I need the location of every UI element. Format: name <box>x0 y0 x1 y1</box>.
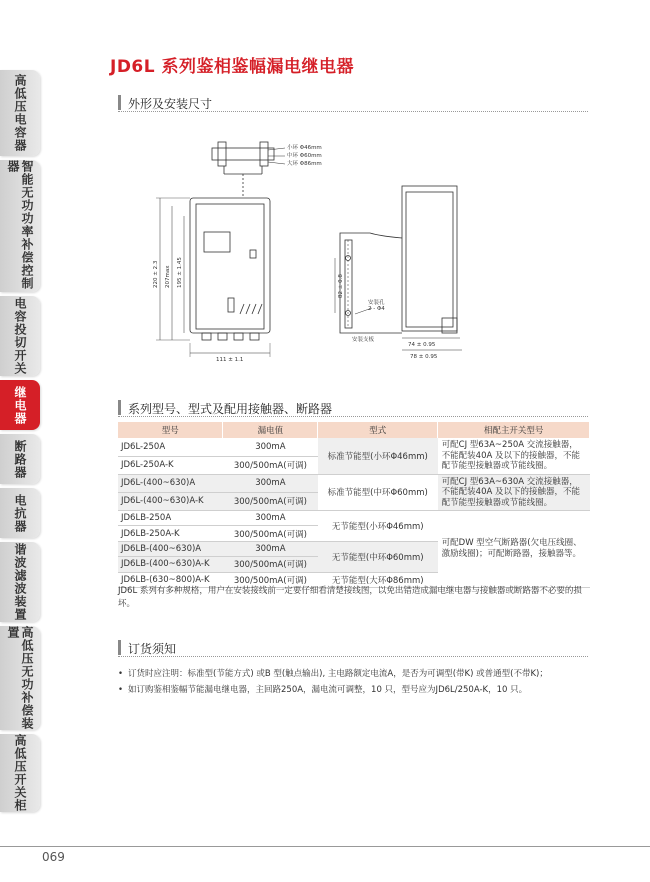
page-number: 069 <box>42 850 65 864</box>
section-bar <box>118 640 121 655</box>
switch-cell: 可配CJ 型63A~250A 交流接触器，不能配装40A 及以下的接触器，不能配节能型接触器或节能线圈。 <box>438 438 590 474</box>
leak-cell: 300mA <box>223 541 318 556</box>
order-notes <box>118 666 598 698</box>
table-row <box>118 511 590 526</box>
ring-small-label: 小环 Φ46mm <box>287 145 322 151</box>
section-label: 订货须知 <box>128 642 177 656</box>
col-leak: 漏电值 <box>223 422 318 438</box>
mount-plate-label: 安装支板 <box>352 337 375 343</box>
col-type: 型式 <box>318 422 438 438</box>
model-cell: JD6L-(400~630)A-K <box>118 492 223 510</box>
order-note-item: • 订货时应注明：标准型(节能方式) 或B 型(触点输出), 主电路额定电流A，是否为可调型(带K) 或普通型(不带K)； <box>118 666 598 682</box>
ring-mid-label: 中环 Φ60mm <box>287 153 322 159</box>
side-tab-label: 电抗器 <box>13 493 27 533</box>
model-cell: JD6LB-(400~630)A-K <box>118 557 223 572</box>
leak-cell: 300/500mA(可调) <box>223 526 318 541</box>
side-tab-label: 断路器 <box>13 439 27 479</box>
model-cell: JD6L-(400~630)A <box>118 474 223 492</box>
section-bar <box>118 400 121 415</box>
model-cell: JD6LB-250A <box>118 511 223 526</box>
side-tab-filter[interactable] <box>0 542 40 622</box>
type-cell: 无节能型(大环Φ86mm) <box>318 572 438 587</box>
mount-hole-size-label: 2 - Φ4 <box>368 306 385 312</box>
leak-cell: 300mA <box>223 511 318 526</box>
dim-195-label: 195 ± 1.45 <box>177 257 183 288</box>
side-tab-label: 谐波滤波装置 <box>13 543 27 621</box>
type-cell: 标准节能型(小环Φ46mm) <box>318 438 438 474</box>
dim-220-label: 220 ± 2.3 <box>153 260 159 288</box>
section-bar <box>118 95 121 110</box>
side-tab-compensation[interactable] <box>0 626 40 730</box>
leak-cell: 300/500mA(可调) <box>223 456 318 474</box>
type-cell: 标准节能型(中环Φ60mm) <box>318 474 438 511</box>
wiring-note: JD6L 系列有多种规格，用户在安装接线前一定要仔细看清楚接线图，以免出错造成漏电继电器与接触器或断路器不必要的损坏。 <box>118 586 582 609</box>
leak-cell: 300/500mA(可调) <box>223 572 318 587</box>
model-cell: JD6LB-(400~630)A <box>118 541 223 556</box>
footer-divider <box>0 846 650 847</box>
side-tab-label: 智能无功功率补偿控制器 <box>6 160 34 290</box>
switch-cell: 可配CJ 型63A~630A 交流接触器，不能配装40A 及以下的接触器，不能配节能型接触器或节能线圈。 <box>438 474 590 511</box>
side-tab-switchgear[interactable] <box>0 734 40 812</box>
dimension-drawing <box>140 128 480 368</box>
section-label: 系列型号、型式及配用接触器、断路器 <box>128 402 333 416</box>
side-tab-label: 高低压电容器 <box>13 74 27 152</box>
table-row <box>118 474 590 492</box>
side-tab-reactor[interactable] <box>0 488 40 538</box>
col-switch: 相配主开关型号 <box>438 422 590 438</box>
section-order-header <box>118 640 588 657</box>
side-tab-label: 电容投切开关 <box>13 297 27 375</box>
model-cell: JD6LB-250A-K <box>118 526 223 541</box>
page-title: JD6L 系列鉴相鉴幅漏电继电器 <box>110 57 355 77</box>
section-label: 外形及安装尺寸 <box>128 97 213 111</box>
leak-cell: 300/500mA(可调) <box>223 557 318 572</box>
side-tab-label: 高低压无功补偿装置 <box>6 626 34 730</box>
side-tab-switch[interactable] <box>0 296 40 376</box>
mount-hole-label: 安装孔 <box>368 300 385 306</box>
dim-207-label: 207max <box>165 265 171 288</box>
ring-big-label: 大环 Φ86mm <box>287 161 322 167</box>
side-tab-label: 高低压开关柜 <box>13 734 27 812</box>
model-cell: JD6L-250A-K <box>118 456 223 474</box>
dim-74-label: 74 ± 0.95 <box>408 342 436 348</box>
leak-cell: 300mA <box>223 474 318 492</box>
table-row <box>118 438 590 456</box>
side-tab-controller[interactable] <box>0 160 40 292</box>
leak-cell: 300/500mA(可调) <box>223 492 318 510</box>
type-cell: 无节能型(中环Φ60mm) <box>318 541 438 572</box>
model-cell: JD6LB-(630~800)A-K <box>118 572 223 587</box>
section-dimensions-header <box>118 95 588 112</box>
model-spec-table <box>118 422 590 588</box>
side-tab-capacitor[interactable] <box>0 70 40 156</box>
col-model: 型号 <box>118 422 223 438</box>
side-tab-label: 继电器 <box>13 385 27 425</box>
table-header-row <box>118 422 590 438</box>
side-tab-relay[interactable] <box>0 380 40 430</box>
dim-111-label: 111 ± 1.1 <box>216 357 244 363</box>
section-models-header <box>118 400 588 417</box>
leak-cell: 300mA <box>223 438 318 456</box>
model-cell: JD6L-250A <box>118 438 223 456</box>
dim-78-label: 78 ± 0.95 <box>410 354 438 360</box>
type-cell: 无节能型(小环Φ46mm) <box>318 511 438 542</box>
order-note-item: • 如订购鉴相鉴幅节能漏电继电器，主回路250A，漏电流可调整，10 只，型号应为JD6L/250A-K，10 只。 <box>118 682 598 698</box>
switch-cell: 可配DW 型空气断路器(欠电压线圈、激励线圈)；可配断路器，接触器等。 <box>438 511 590 588</box>
side-tab-breaker[interactable] <box>0 434 40 484</box>
dim-82-label: 82 ± 0.8 <box>338 274 344 298</box>
